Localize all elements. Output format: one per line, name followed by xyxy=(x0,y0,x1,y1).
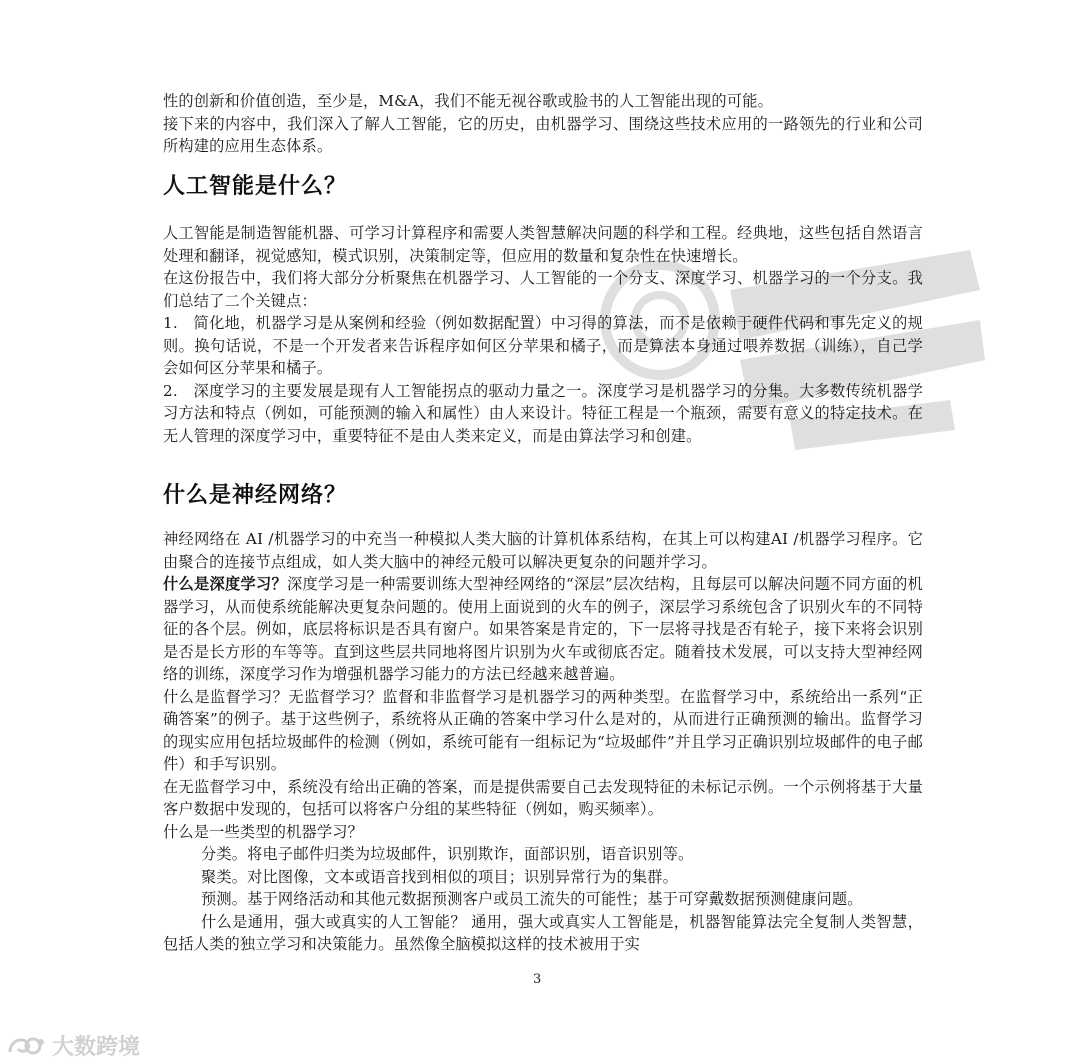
brand-swirl-icon xyxy=(6,1032,46,1060)
section1-paragraph: 在这份报告中，我们将大部分分析聚焦在机器学习、人工智能的一个分支、深度学习、机器学习的一个分支。我们总结了二个关键点： xyxy=(163,269,923,310)
unsupervised-learning-paragraph: 在无监督学习中，系统没有给出正确的答案，而是提供需要自己去发现特征的未标记示例。一个示例将基于大量客户数据中发现的，包括可以将客户分组的某些特征（例如，购买频率）。 xyxy=(163,777,923,818)
section1-body xyxy=(163,222,923,447)
intro-block xyxy=(163,90,923,158)
supervised-learning-paragraph: 什么是监督学习？无监督学习？监督和非监督学习是机器学习的两种类型。在监督学习中，系统给出一系列“正确答案”的例子。基于这些例子，系统将从正确的答案中学习什么是对的，从而进行正确预测的输出。监督学习的现实应用包括垃圾邮件的检测（例如，系统可能有一组标记为“垃圾邮件”并且学习正确识别垃圾邮件的电子邮件）和手写识别。 xyxy=(163,687,923,773)
list-item: 分类。将电子邮件归类为垃圾邮件，识别欺诈，面部识别，语音识别等。 xyxy=(201,845,694,863)
page-number: 3 xyxy=(533,972,542,987)
footer-logo xyxy=(6,1030,140,1061)
deep-learning-text: 深度学习是一种需要训练大型神经网络的“深层”层次结构，且每层可以解决问题不同方面的机器学习，从而使系统能解决更复杂问题的。使用上面说到的火车的例子，深层学习系统包含了识别火车的不同特征的各个层。例如，底层将标识是否具有窗户。如果答案是肯定的，下一层将寻找是否有轮子，接下来将会识别是否是长方形的车等等。直到这些层共同地将图片识别为火车或彻底否定。随着技术发展，可以支持大型神经网络的训练，深度学习作为增强机器学习能力的方法已经越来越普遍。 xyxy=(163,575,923,683)
general-ai-paragraph: 什么是通用，强大或真实的人工智能？ 通用，强大或真实人工智能是，机器智能算法完全复制人类智慧，包括人类的独立学习和决策能力。虽然像全脑模拟这样的技术被用于实 xyxy=(163,912,923,953)
list-item: 预测。基于网络活动和其他元数据预测客户或员工流失的可能性；基于可穿戴数据预测健康问题。 xyxy=(201,890,863,908)
deep-learning-title: 什么是深度学习？ xyxy=(163,575,287,593)
section1-paragraph: 2. 深度学习的主要发展是现有人工智能拐点的驱动力量之一。深度学习是机器学习的分集。大多数传统机器学习方法和特点（例如，可能预测的输入和属性）由人来设计。特征工程是一个瓶颈，需要有意义的特定技术。在无人管理的深度学习中，重要特征不是由人类来定义，而是由算法学习和创建。 xyxy=(163,381,923,445)
section-heading-ai: 人工智能是什么？ xyxy=(163,174,348,199)
neural-network-paragraph: 神经网络在 AI /机器学习的中充当一种模拟人类大脑的计算机体系结构，在其上可以构建AI /机器学习程序。它由聚合的连接节点组成，如人类大脑中的神经元般可以解决更复杂的问题并学习。 xyxy=(163,530,923,571)
section-heading-neural-network: 什么是神经网络？ xyxy=(163,483,348,508)
section1-paragraph: 人工智能是制造智能机器、可学习计算程序和需要人类智慧解决问题的科学和工程。经典地，这些包括自然语言处理和翻译，视觉感知，模式识别，决策制定等，但应用的数量和复杂性在快速增长。 xyxy=(163,224,923,265)
deep-learning-paragraph xyxy=(163,573,923,686)
footer-logo-text: 大数跨境 xyxy=(52,1035,141,1060)
section1-paragraph: 1. 简化地，机器学习是从案例和经验（例如数据配置）中习得的算法，而不是依赖于硬件代码和事先定义的规则。换句话说，不是一个开发者来告诉程序如何区分苹果和橘子，而是算法本身通过喂养数据（训练），自己学会如何区分苹果和橘子。 xyxy=(163,314,923,377)
intro-line-1: 性的创新和价值创造，至少是，M&A，我们不能无视谷歌或脸书的人工智能出现的可能。 xyxy=(163,92,773,110)
ml-types-question: 什么是一些类型的机器学习？ xyxy=(163,822,364,841)
list-item: 聚类。对比图像，文本或语音找到相似的项目；识别异常行为的集群。 xyxy=(201,867,679,886)
intro-line-2: 接下来的内容中，我们深入了解人工智能，它的历史，由机器学习、围绕这些技术应用的一路领先的行业和公司所构建的应用生态体系。 xyxy=(163,114,923,155)
section2-body xyxy=(163,528,923,956)
